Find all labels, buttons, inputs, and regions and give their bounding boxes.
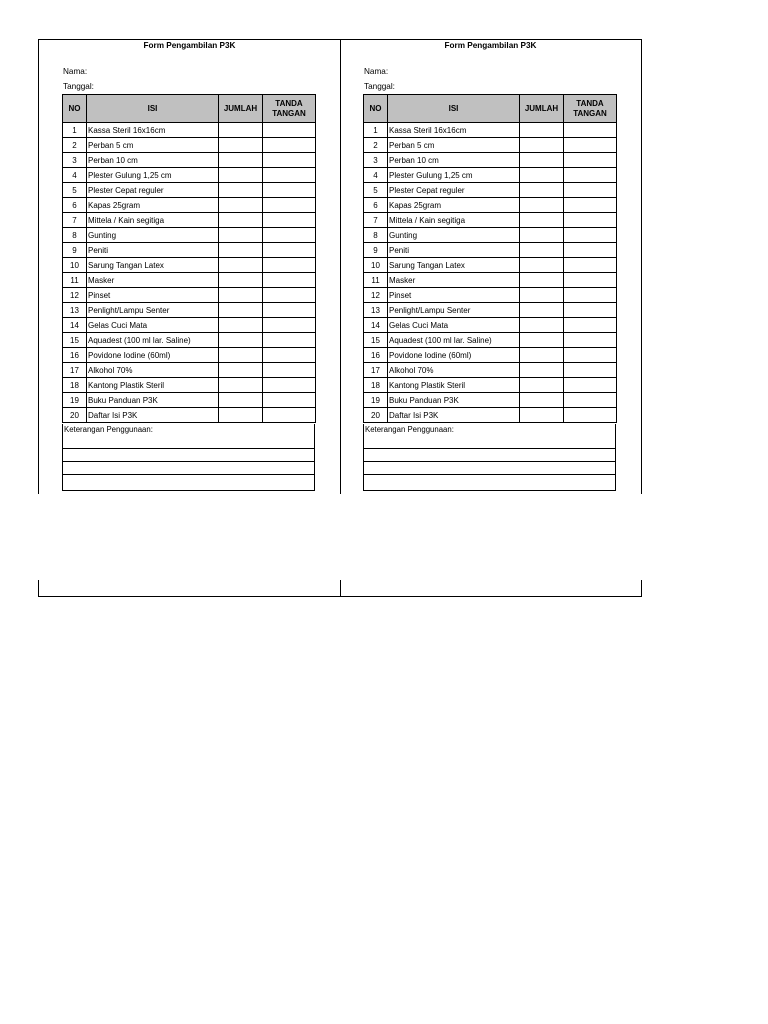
items-table-body	[63, 123, 316, 423]
table-row	[364, 408, 617, 423]
item-name: Sarung Tangan Latex	[388, 258, 520, 273]
jumlah-cell[interactable]	[520, 123, 564, 138]
table-row	[63, 273, 316, 288]
jumlah-cell[interactable]	[520, 348, 564, 363]
item-number: 13	[364, 303, 388, 318]
item-number: 3	[364, 153, 388, 168]
table-row	[364, 198, 617, 213]
date-label: Tanggal:	[364, 82, 395, 91]
signature-cell[interactable]	[263, 378, 316, 393]
item-number: 6	[364, 198, 388, 213]
signature-cell[interactable]	[564, 378, 617, 393]
items-table	[363, 94, 617, 423]
item-name: Masker	[87, 273, 219, 288]
table-row	[364, 243, 617, 258]
jumlah-cell[interactable]	[219, 123, 263, 138]
signature-cell[interactable]	[263, 273, 316, 288]
jumlah-cell[interactable]	[520, 168, 564, 183]
signature-cell[interactable]	[263, 138, 316, 153]
notes-section	[62, 424, 315, 491]
table-row	[63, 138, 316, 153]
item-name: Perban 10 cm	[388, 153, 520, 168]
item-name: Mittela / Kain segitiga	[87, 213, 219, 228]
signature-cell[interactable]	[263, 348, 316, 363]
table-row	[364, 183, 617, 198]
jumlah-cell[interactable]	[219, 363, 263, 378]
notes-line[interactable]	[363, 475, 616, 491]
item-number: 12	[364, 288, 388, 303]
signature-cell[interactable]	[263, 318, 316, 333]
item-name: Perban 10 cm	[87, 153, 219, 168]
signature-cell[interactable]	[564, 198, 617, 213]
frame-left-stub	[38, 580, 39, 596]
item-name: Plester Gulung 1,25 cm	[388, 168, 520, 183]
item-name: Gelas Cuci Mata	[388, 318, 520, 333]
column-header-jumlah: JUMLAH	[520, 95, 564, 123]
jumlah-cell[interactable]	[219, 333, 263, 348]
jumlah-cell[interactable]	[219, 393, 263, 408]
item-name: Daftar Isi P3K	[388, 408, 520, 423]
jumlah-cell[interactable]	[520, 303, 564, 318]
item-name: Masker	[388, 273, 520, 288]
jumlah-cell[interactable]	[520, 333, 564, 348]
signature-cell[interactable]	[564, 153, 617, 168]
table-row	[364, 138, 617, 153]
item-number: 16	[364, 348, 388, 363]
item-number: 4	[63, 168, 87, 183]
signature-cell[interactable]	[263, 228, 316, 243]
item-name: Buku Panduan P3K	[87, 393, 219, 408]
items-table	[62, 94, 316, 423]
column-header-jumlah: JUMLAH	[219, 95, 263, 123]
item-name: Peniti	[388, 243, 520, 258]
table-row	[364, 288, 617, 303]
item-number: 19	[364, 393, 388, 408]
item-number: 11	[63, 273, 87, 288]
item-name: Kapas 25gram	[388, 198, 520, 213]
table-row	[63, 153, 316, 168]
item-name: Plester Gulung 1,25 cm	[87, 168, 219, 183]
item-name: Gunting	[388, 228, 520, 243]
table-row	[63, 288, 316, 303]
signature-cell[interactable]	[564, 213, 617, 228]
jumlah-cell[interactable]	[219, 198, 263, 213]
signature-cell[interactable]	[564, 363, 617, 378]
column-header-isi: ISI	[388, 95, 520, 123]
item-number: 14	[364, 318, 388, 333]
signature-cell[interactable]	[564, 183, 617, 198]
table-row	[364, 378, 617, 393]
table-row	[63, 183, 316, 198]
item-name: Kassa Steril 16x16cm	[388, 123, 520, 138]
item-number: 18	[63, 378, 87, 393]
signature-cell[interactable]	[564, 408, 617, 423]
signature-cell[interactable]	[263, 258, 316, 273]
item-name: Aquadest (100 ml lar. Saline)	[87, 333, 219, 348]
notes-label: Keterangan Penggunaan:	[363, 424, 616, 449]
signature-cell[interactable]	[263, 183, 316, 198]
signature-cell[interactable]	[263, 198, 316, 213]
item-number: 7	[63, 213, 87, 228]
signature-cell[interactable]	[263, 243, 316, 258]
item-number: 9	[364, 243, 388, 258]
table-row	[364, 273, 617, 288]
item-number: 13	[63, 303, 87, 318]
items-table-body	[364, 123, 617, 423]
item-name: Peniti	[87, 243, 219, 258]
form-title: Form Pengambilan P3K	[143, 41, 236, 50]
table-row	[63, 198, 316, 213]
jumlah-cell[interactable]	[520, 288, 564, 303]
item-number: 20	[364, 408, 388, 423]
jumlah-cell[interactable]	[520, 318, 564, 333]
signature-cell[interactable]	[263, 408, 316, 423]
item-number: 19	[63, 393, 87, 408]
signature-cell[interactable]	[263, 288, 316, 303]
item-number: 10	[63, 258, 87, 273]
item-name: Kantong Plastik Steril	[388, 378, 520, 393]
signature-cell[interactable]	[564, 303, 617, 318]
signature-cell[interactable]	[564, 288, 617, 303]
item-number: 16	[63, 348, 87, 363]
item-name: Alkohol 70%	[388, 363, 520, 378]
item-name: Buku Panduan P3K	[388, 393, 520, 408]
notes-section	[363, 424, 616, 491]
item-name: Perban 5 cm	[87, 138, 219, 153]
name-label: Nama:	[63, 67, 88, 76]
item-number: 12	[63, 288, 87, 303]
frame-right-line	[641, 39, 642, 494]
jumlah-cell[interactable]	[219, 378, 263, 393]
item-name: Gelas Cuci Mata	[87, 318, 219, 333]
jumlah-cell[interactable]	[520, 198, 564, 213]
item-number: 2	[63, 138, 87, 153]
item-name: Kantong Plastik Steril	[87, 378, 219, 393]
table-row	[364, 168, 617, 183]
jumlah-cell[interactable]	[520, 243, 564, 258]
item-number: 1	[63, 123, 87, 138]
signature-cell[interactable]	[263, 153, 316, 168]
item-name: Povidone Iodine (60ml)	[388, 348, 520, 363]
frame-bottom-line	[38, 596, 642, 597]
jumlah-cell[interactable]	[520, 363, 564, 378]
form-panel-left	[39, 39, 340, 495]
table-row	[364, 393, 617, 408]
jumlah-cell[interactable]	[520, 408, 564, 423]
item-name: Perban 5 cm	[388, 138, 520, 153]
item-number: 5	[63, 183, 87, 198]
item-name: Alkohol 70%	[87, 363, 219, 378]
jumlah-cell[interactable]	[219, 258, 263, 273]
item-number: 11	[364, 273, 388, 288]
table-row	[63, 303, 316, 318]
column-header-tanda-tangan: TANDA TANGAN	[564, 95, 617, 123]
item-name: Kassa Steril 16x16cm	[87, 123, 219, 138]
table-row	[63, 243, 316, 258]
notes-line[interactable]	[62, 462, 315, 475]
jumlah-cell[interactable]	[219, 153, 263, 168]
jumlah-cell[interactable]	[219, 213, 263, 228]
item-number: 8	[63, 228, 87, 243]
item-number: 15	[364, 333, 388, 348]
table-row	[364, 303, 617, 318]
item-name: Penlight/Lampu Senter	[388, 303, 520, 318]
signature-cell[interactable]	[564, 228, 617, 243]
item-name: Pinset	[388, 288, 520, 303]
table-row	[63, 318, 316, 333]
table-row	[63, 348, 316, 363]
signature-cell[interactable]	[263, 303, 316, 318]
signature-cell[interactable]	[564, 273, 617, 288]
signature-cell[interactable]	[564, 123, 617, 138]
signature-cell[interactable]	[263, 213, 316, 228]
item-name: Plester Cepat reguler	[87, 183, 219, 198]
table-row	[63, 363, 316, 378]
jumlah-cell[interactable]	[520, 228, 564, 243]
item-number: 10	[364, 258, 388, 273]
signature-cell[interactable]	[564, 138, 617, 153]
item-number: 2	[364, 138, 388, 153]
item-number: 3	[63, 153, 87, 168]
jumlah-cell[interactable]	[520, 393, 564, 408]
table-row	[63, 258, 316, 273]
jumlah-cell[interactable]	[520, 153, 564, 168]
jumlah-cell[interactable]	[219, 288, 263, 303]
table-row	[63, 333, 316, 348]
form-panel-right	[340, 39, 641, 495]
jumlah-cell[interactable]	[219, 183, 263, 198]
notes-label: Keterangan Penggunaan:	[62, 424, 315, 449]
jumlah-cell[interactable]	[520, 213, 564, 228]
signature-cell[interactable]	[564, 168, 617, 183]
jumlah-cell[interactable]	[219, 243, 263, 258]
frame-middle-stub	[340, 580, 341, 596]
item-number: 6	[63, 198, 87, 213]
jumlah-cell[interactable]	[520, 273, 564, 288]
jumlah-cell[interactable]	[219, 303, 263, 318]
item-name: Kapas 25gram	[87, 198, 219, 213]
table-row	[364, 318, 617, 333]
signature-cell[interactable]	[263, 123, 316, 138]
item-name: Mittela / Kain segitiga	[388, 213, 520, 228]
item-number: 5	[364, 183, 388, 198]
notes-line[interactable]	[363, 462, 616, 475]
item-number: 4	[364, 168, 388, 183]
item-number: 18	[364, 378, 388, 393]
table-row	[364, 363, 617, 378]
table-row	[364, 123, 617, 138]
item-name: Gunting	[87, 228, 219, 243]
signature-cell[interactable]	[564, 318, 617, 333]
table-row	[364, 348, 617, 363]
jumlah-cell[interactable]	[520, 138, 564, 153]
table-row	[63, 228, 316, 243]
signature-cell[interactable]	[564, 333, 617, 348]
jumlah-cell[interactable]	[219, 318, 263, 333]
item-name: Povidone Iodine (60ml)	[87, 348, 219, 363]
notes-line[interactable]	[62, 475, 315, 491]
item-name: Pinset	[87, 288, 219, 303]
signature-cell[interactable]	[263, 393, 316, 408]
item-number: 14	[63, 318, 87, 333]
notes-line[interactable]	[62, 449, 315, 462]
form-title: Form Pengambilan P3K	[444, 41, 537, 50]
item-name: Daftar Isi P3K	[87, 408, 219, 423]
name-label: Nama:	[364, 67, 389, 76]
signature-cell[interactable]	[263, 168, 316, 183]
item-name: Penlight/Lampu Senter	[87, 303, 219, 318]
table-row	[364, 258, 617, 273]
jumlah-cell[interactable]	[219, 138, 263, 153]
item-name: Aquadest (100 ml lar. Saline)	[388, 333, 520, 348]
table-row	[63, 393, 316, 408]
signature-cell[interactable]	[263, 333, 316, 348]
table-row	[63, 378, 316, 393]
table-row	[63, 168, 316, 183]
item-number: 15	[63, 333, 87, 348]
column-header-no: NO	[364, 95, 388, 123]
table-row	[63, 408, 316, 423]
table-row	[364, 333, 617, 348]
column-header-no: NO	[63, 95, 87, 123]
jumlah-cell[interactable]	[219, 273, 263, 288]
signature-cell[interactable]	[564, 393, 617, 408]
date-label: Tanggal:	[63, 82, 94, 91]
frame-right-stub	[641, 580, 642, 596]
item-number: 7	[364, 213, 388, 228]
table-row	[364, 213, 617, 228]
jumlah-cell[interactable]	[520, 183, 564, 198]
notes-line[interactable]	[363, 449, 616, 462]
item-name: Plester Cepat reguler	[388, 183, 520, 198]
item-number: 17	[63, 363, 87, 378]
jumlah-cell[interactable]	[219, 408, 263, 423]
item-number: 9	[63, 243, 87, 258]
column-header-isi: ISI	[87, 95, 219, 123]
jumlah-cell[interactable]	[219, 168, 263, 183]
table-row	[364, 228, 617, 243]
item-name: Sarung Tangan Latex	[87, 258, 219, 273]
item-number: 20	[63, 408, 87, 423]
jumlah-cell[interactable]	[219, 228, 263, 243]
jumlah-cell[interactable]	[520, 378, 564, 393]
table-row	[364, 153, 617, 168]
item-number: 1	[364, 123, 388, 138]
column-header-tanda-tangan: TANDA TANGAN	[263, 95, 316, 123]
item-number: 8	[364, 228, 388, 243]
table-row	[63, 123, 316, 138]
jumlah-cell[interactable]	[520, 258, 564, 273]
signature-cell[interactable]	[564, 258, 617, 273]
signature-cell[interactable]	[263, 363, 316, 378]
signature-cell[interactable]	[564, 243, 617, 258]
signature-cell[interactable]	[564, 348, 617, 363]
table-row	[63, 213, 316, 228]
item-number: 17	[364, 363, 388, 378]
jumlah-cell[interactable]	[219, 348, 263, 363]
